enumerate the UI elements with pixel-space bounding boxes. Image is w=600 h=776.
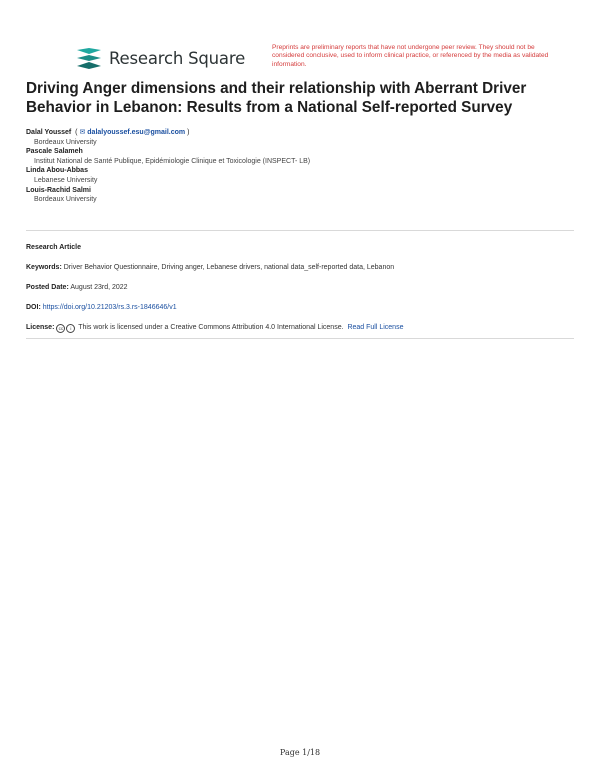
posted-date-label: Posted Date: (26, 284, 69, 291)
attribution-icon: i (66, 324, 75, 333)
author-entry (26, 128, 586, 138)
email-close-paren: ) (187, 129, 190, 136)
article-type-label: Research Article (26, 244, 81, 251)
author-affiliation: Bordeaux University (34, 138, 97, 146)
keywords-value: Driver Behavior Questionnaire, Driving anger, Lebanese drivers, national data_self-reported data, Lebanon (63, 264, 395, 271)
preprint-disclaimer: Preprints are preliminary reports that have not undergone peer review. They should not be considered conclusive, used to inform clinical practice, or referenced by the media as validated information. (272, 44, 549, 68)
license-label: License: (26, 324, 55, 331)
author-name: Louis-Rachid Salmi (26, 186, 91, 194)
author-affiliation: Institut National de Santé Publique, Epidémiologie Clinique et Toxicologie (INSPECT- LB) (34, 157, 311, 165)
author-name: Dalal Youssef (26, 129, 72, 136)
article-type (26, 243, 81, 252)
posted-date-row (26, 283, 128, 292)
keywords-row (26, 263, 394, 272)
doi-label: DOI: (26, 304, 41, 311)
divider (26, 230, 574, 231)
doi-link[interactable]: https://doi.org/10.21203/rs.3.rs-1846646/v1 (42, 304, 177, 311)
page-number: Page 1/18 (279, 748, 321, 757)
license-text: This work is licensed under a Creative Commons Attribution 4.0 International License. (78, 324, 344, 331)
author-list (26, 128, 586, 205)
research-square-logo[interactable] (75, 46, 245, 70)
author-affiliation: Bordeaux University (34, 196, 97, 204)
doi-row (26, 303, 177, 312)
creative-commons-icon: cc (56, 324, 65, 333)
license-row (26, 323, 403, 333)
logo-text: Research Square (109, 48, 246, 68)
posted-date-value: August 23rd, 2022 (70, 284, 128, 291)
email-icon: ✉ (79, 129, 86, 136)
email-open-paren: ( (73, 129, 78, 136)
author-email-link[interactable]: dalalyoussef.esu@gmail.com (87, 129, 186, 136)
research-square-logo-icon (75, 46, 103, 70)
author-affiliation: Lebanese University (34, 176, 98, 184)
read-full-license-link[interactable]: Read Full License (347, 324, 404, 331)
author-name: Linda Abou-Abbas (26, 167, 88, 175)
author-name: Pascale Salameh (26, 148, 83, 156)
divider (26, 338, 574, 339)
paper-title: Driving Anger dimensions and their relationship with Aberrant Driver Behavior in Lebanon: Results from a National Self-reported Survey (26, 80, 527, 116)
keywords-label: Keywords: (26, 264, 62, 271)
